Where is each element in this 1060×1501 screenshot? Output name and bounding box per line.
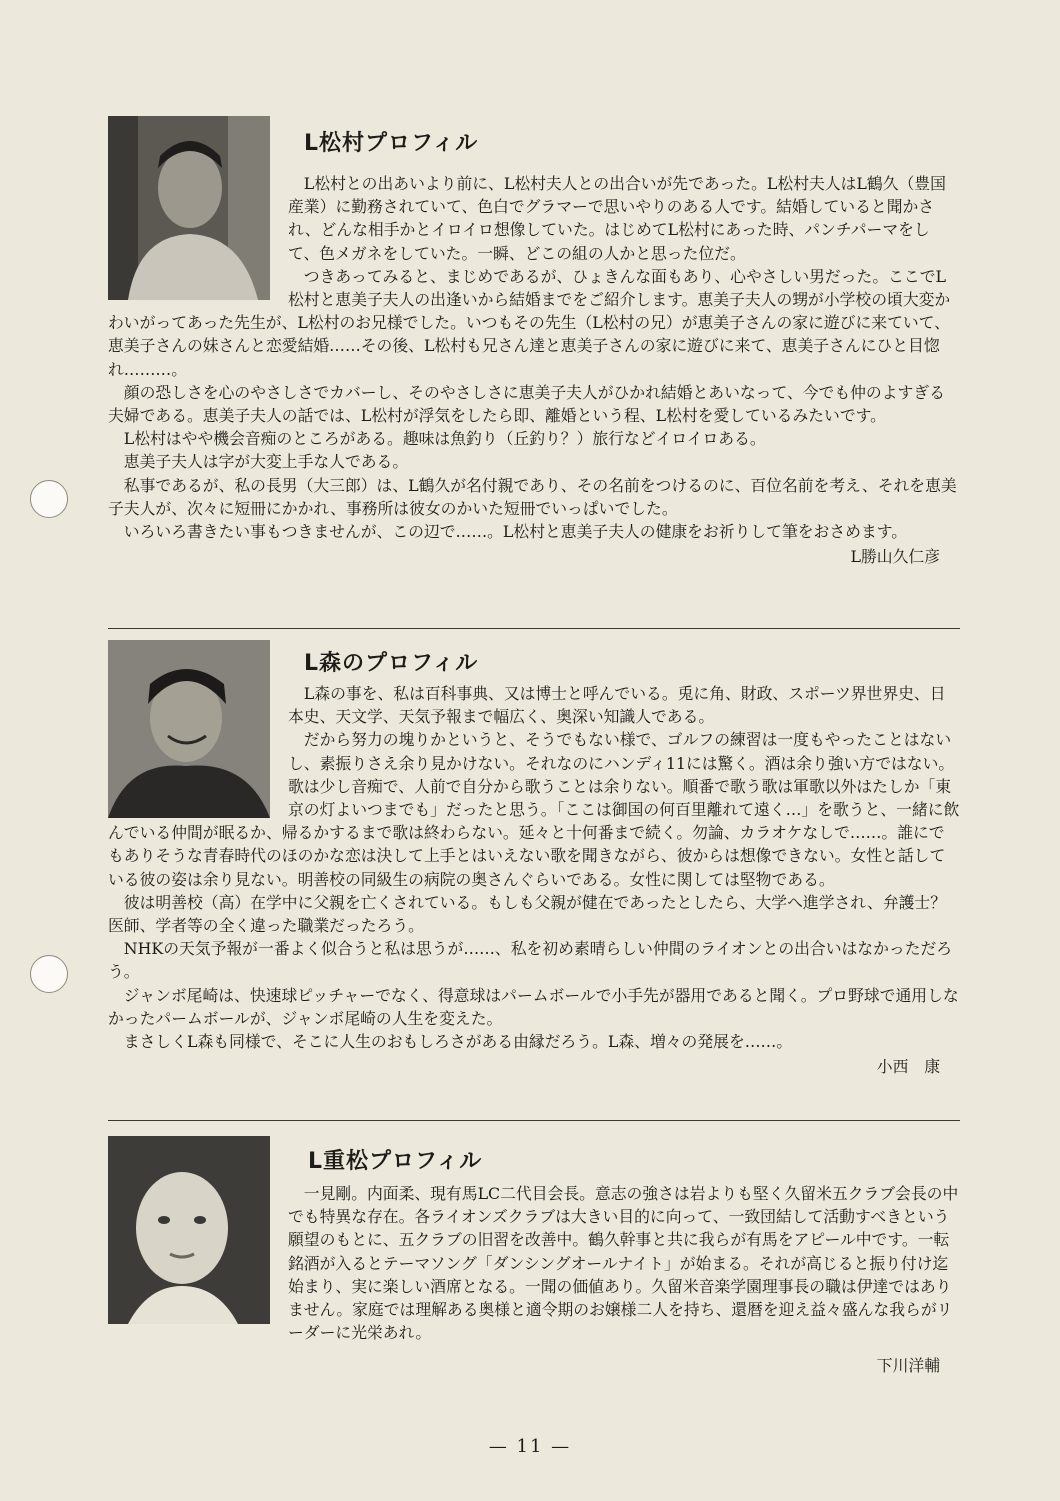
page-number: — 11 — (488, 1436, 572, 1457)
photo-spacer (108, 172, 288, 294)
paragraph: 恵美子夫人は字が大変上手な人である。 (123, 452, 409, 472)
profile-body (108, 682, 960, 1078)
profile-title: L森のプロフィル (304, 651, 479, 676)
paragraph: NHKの天気予報が一番よく似合うと私は思うが……、私を初め素晴らしい仲間のライオンとの出合いはなかっただろう。 (108, 939, 953, 982)
paragraph: ジャンボ尾崎は、快速球ピッチャーでなく、得意球はパームボールで小手先が器用であると聞く。プロ野球で通用しなかったパームボールが、ジャンボ尾崎の人生を変えた。 (108, 985, 959, 1028)
binder-hole-bottom (30, 955, 68, 993)
section-divider (108, 1120, 960, 1121)
paragraph: つきあってみると、まじめであるが、ひょきんな面もあり、心やさしい男だった。ここでL松村と恵美子夫人の出逢いから結婚までをご紹介します。恵美子夫人の甥が小学校の頃大変かわいがってあった先生が、L松村のお兄様でした。いつもその先生（L松村の兄）が恵美子さんの家に遊びに来ていて、恵美子さんの妹さんと恋愛結婚……その後、L松村も兄さん達と恵美子さんの家に遊びに来て、恵美子さんにひと目惚れ………。 (108, 266, 951, 379)
paragraph: 一見剛。内面柔、現有馬LC二代目会長。意志の強さは岩よりも堅く久留米五クラブ会長の中でも特異な存在。各ライオンズクラブは大きい目的に向って、一致団結して活動すべきという願望のもとに、五クラブの旧習を改善中。鶴久幹事と共に我らが有馬をアピール中です。一転銘酒が入るとテーマソング「ダンシングオールナイト」が始まる。それが高じると振り付け迄始まり、実に楽しい酒席となる。一聞の価値あり。久留米音楽学園理事長の職は伊達ではありません。家庭では理解ある奥様と適令期のお嬢様二人を持ち、還暦を迎え益々盛んな我らがリーダーに光栄あれ。 (288, 1184, 959, 1343)
profile-section-shigematsu (108, 1136, 960, 1396)
paragraph: L松村はやや機会音痴のところがある。趣味は魚釣り（丘釣り？）旅行などイロイロある。 (123, 429, 766, 449)
profile-section-matsumura (108, 116, 960, 626)
paragraph: 顔の恐しさを心のやさしさでカバーし、そのやさしさに恵美子夫人がひかれ結婚とあいなって、今でも仲のよすぎる夫婦である。恵美子夫人の話では、L松村が浮気をしたら即、離婚という程、L松村を愛しているみたいです。 (108, 382, 945, 426)
paragraph: いろいろ書きたい事もつきませんが、この辺で……。L松村と恵美子夫人の健康をお祈りして筆をおさめます。 (123, 522, 908, 542)
author-signature: L勝山久仁彦 (850, 547, 940, 567)
profile-body (108, 172, 960, 568)
profile-title: L重松プロフィル (308, 1149, 483, 1174)
binder-hole-top (30, 480, 68, 518)
paragraph: L森の事を、私は百科事典、又は博士と呼んでいる。兎に角、財政、スポーツ界世界史、日本史、天文学、天気予報まで幅広く、奥深い知識人である。 (288, 684, 946, 727)
paragraph: だから努力の塊りかというと、そうでもない様で、ゴルフの練習は一度もやったことはないし、素振りさえ余り見かけない。それなのにハンディ11には驚く。酒は余り強い方ではない。歌は少し音痴で、人前で自分から歌うことは余りない。順番で歌う歌は軍歌以外はたしか「東京の灯よいつまでも」だったと思う。「ここは御国の何百里離れて遠く…」を歌うと、一緒に飲んでいる仲間が眠るか、帰るかするまで歌は終わらない。延々と十何番まで続く。勿論、カラオケなしで……。誰にでもありそうな青春時代のほのかな恋は決して上手とはいえない歌を聞きながら、彼からは想像できない。女性と話している彼の姿は余り見ない。明善校の同級生の病院の奥さんぐらいである。女性に関しては堅物である。 (108, 730, 960, 889)
section-divider (108, 628, 960, 629)
profile-title: L松村プロフィル (304, 131, 479, 156)
photo-spacer (108, 1182, 288, 1322)
photo-spacer (108, 682, 288, 818)
author-signature: 下川洋輔 (876, 1356, 940, 1376)
paragraph: 彼は明善校（高）在学中に父親を亡くされている。もしも父親が健在であったとしたら、大学へ進学され、弁護士？医師、学者等の全く違った職業だったろう。 (108, 892, 947, 936)
paragraph: 私事であるが、私の長男（大三郎）は、L鶴久が名付親であり、その名前をつけるのに、百位名前を考え、それを恵美子夫人が、次々に短冊にかかれ、事務所は彼女のかいた短冊でいっぱいでした。 (108, 475, 957, 518)
paragraph: L松村との出あいより前に、L松村夫人との出合いが先であった。L松村夫人はL鶴久（豊国産業）に勤務されていて、色白でグラマーで思いやりのある人です。結婚していると聞かされ、どんな相手かとイロイロ想像していた。はじめてL松村にあった時、パンチパーマをして、色メガネをしていた。一瞬、どこの組の人かと思った位だ。 (288, 174, 946, 263)
profile-body (108, 1182, 960, 1378)
profile-section-mori (108, 640, 960, 1115)
paragraph: まさしくL森も同様で、そこに人生のおもしろさがある由縁だろう。L森、増々の発展を……。 (123, 1032, 793, 1052)
author-signature: 小西 康 (876, 1057, 940, 1077)
